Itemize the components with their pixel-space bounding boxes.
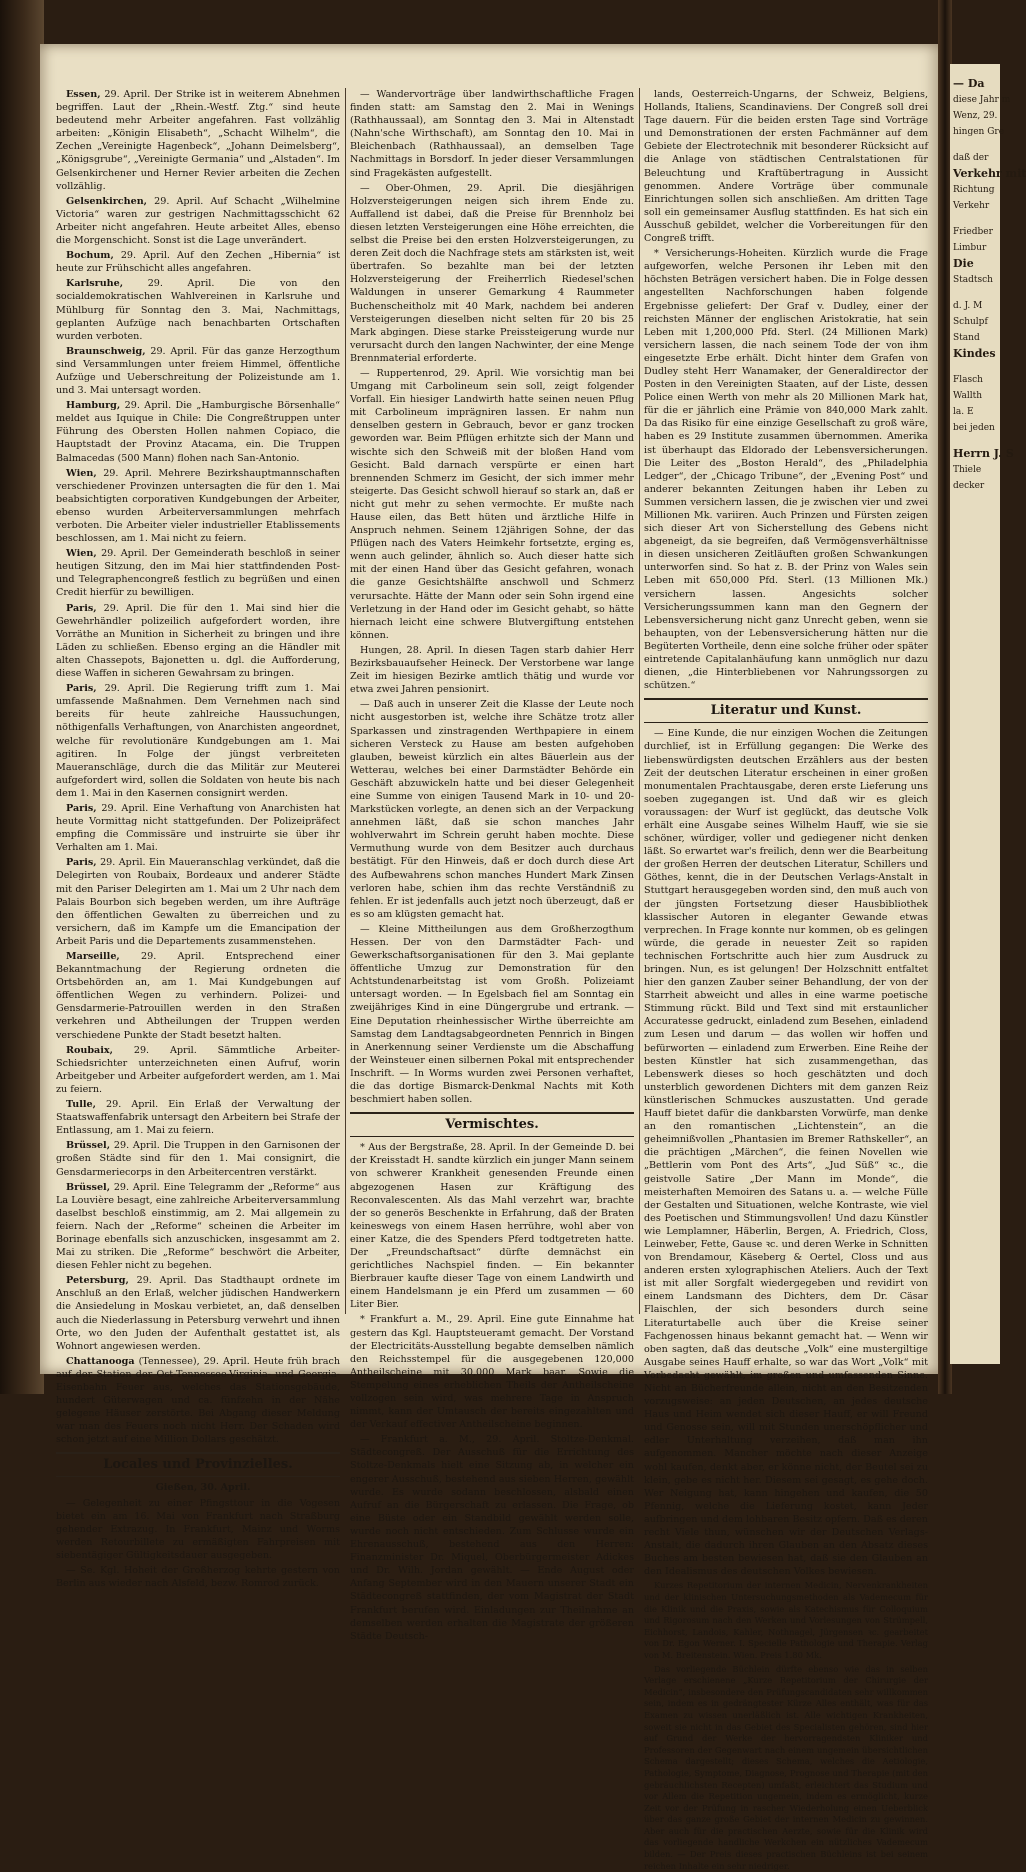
dateline-place: Paris, — [66, 602, 97, 614]
section-title-vermischtes: Vermischtes. — [350, 1112, 634, 1137]
column-1 — [56, 88, 340, 1590]
column-3 — [644, 88, 928, 1871]
news-text: 29. April. Der Strike ist in weiterem Abnehmen begriffen. Laut der „Rhein.-Westf. Ztg.“ sind heute bedeutend mehr Arbeiter angefahren. Fast vollzählig arbeiten: „Königin Elisabeth“, „Schacht Wilhelm“, die Zechen „Vereinigte Hagenbeck“, „Johann Deimelsberg“, „Königsgrube“, „Vereinigte Germania“ und „Alstaden“. Im Gelsenkirchener und Herner Revier arbeiten die Zechen vollzählig. — [56, 89, 340, 192]
adjacent-page-fragment: hingen Gre — [953, 127, 1005, 137]
news-item — [56, 467, 340, 546]
dateline-place: Braunschweig, — [66, 345, 146, 357]
article-paragraph: * Versicherungs-Hoheiten. Kürzlich wurde die Frage aufgeworfen, welche Personen ihr Leben mit den höchsten Beträgen versichert haben. Die in Folge dessen angestellten Nachforschungen haben folgende Ergebnisse geliefert: Der Graf v. Dudley, einer der reichsten Männer der englischen Aristokratie, hat sein Leben mit 1,200,000 Pfd. Sterl. (24 Millionen Mark) versichern lassen, die nach seinem Tode der von ihm eingesetzte Erbe erhält. Dicht hinter dem Grafen von Dudley steht Herr Wanamaker, der Generaldirector der Posten in den Vereinigten Staaten, auf der Liste, dessen Police einen Werth von mehr als 20 Millionen Mark hat, für die er jährlich eine Prämie von 840,000 Mark zahlt. Da das Risiko für eine einzige Gesellschaft zu groß wäre, haben es 29 Institute zusammen übernommen. Amerika ist überhaupt das Eldorado der Lebensversicherungen. Die Leiter des „Boston Herald“, des „Philadelphia Ledger“, der „Chicago Tribune“, der „Evening Post“ und anderer bekannten Zeitungen haben ihr Leben zu Summen versichern lassen, die je zwischen vier und zwei Millionen Mk. variiren. Auch Prinzen und Fürsten zeigen sich dieser Art von Sicherstellung des Gebens nicht abgeneigt, da sie begreifen, daß Vermögensverhältnisse in diesen unsicheren Zeitläuften großen Schwankungen unterworfen sind. So hat z. B. der Prinz von Wales sein Leben mit 650,000 Pfd. Sterl. (13 Millionen Mk.) versichern lassen. Angesichts solcher Versicherungssummen kann man den Gegnern der Lebensversicherung nicht ganz Unrecht geben, wenn sie behaupten, von der Lebensversicherung hätten nur die Begüterten Vortheile, denn eine solche früher oder später eintretende Capitalanhäufung kann unmöglich nur dazu dienen, „die Hinterbliebenen vor Nahrungssorgen zu schützen.“ — [644, 248, 928, 692]
adjacent-page-fragment: Kindes — [953, 347, 996, 360]
news-item — [56, 1274, 340, 1353]
article-paragraph: — Daß auch in unserer Zeit die Klasse der Leute noch nicht ausgestorben ist, welche ihre Schätze trotz aller Sparkassen und zinstragenden Werthpapiere in einem sicheren Versteck zu Hause am besten aufgehoben glauben, beweist kürzlich ein altes Bäuerlein aus der Wetterau, welches bei einer Darmstädter Behörde ein Geschäft abzuwickeln hatte und bei dieser Gelegenheit eine Summe von einigen Tausend Mark in 10- und 20-Markstücken vorlegte, an denen sich an der Verpackung annehmen läßt, daß sie schon manches Jahr wohlverwahrt im Schrein geruht haben mochte. Diese Vermuthung wurde von dem Besitzer auch durchaus bestätigt. Für den Hinweis, daß er doch durch diese Art des Aufbewahrens schon manches Hundert Mark Zinsen verloren habe, schien ihm das rechte Verständniß zu fehlen. Er ist jedenfalls auch jetzt noch überzeugt, daß er es so am klügsten gemacht hat. — [350, 699, 634, 920]
news-text: 29. April. Eine Verhaftung von Anarchisten hat heute Vormittag nicht stattgefunden. Der Polizeipräfect empfing die Commissäre und instruirte sie über ihr Verhalten am 1. Mai. — [56, 802, 340, 854]
column-rule-1 — [345, 88, 346, 1314]
dateline-place: Wien, — [66, 467, 97, 479]
article-paragraph: * Aus der Bergstraße, 28. April. In der Gemeinde D. bei der Kreisstadt H. sandte kürzlich ein junger Mann seinem von schwerer Krankheit genesenden Freunde einen abgezogenen Hasen zur Kräftigung des Reconvalescenten. Als das Mahl verzehrt war, brachte der so generös Beschenkte in Erfahrung, daß der Braten keineswegs von einem Hasen herrühre, wohl aber von einer Katze, die des Spenders Pferd todtgetreten hatte. Der „Freundschaftsact“ dürfte demnächst ein gerichtliches Nachspiel finden. — Ein bekannter Bierbrauer kaufte dieser Tage von einem Landwirth und einem Handelsmann je ein Pferd um zusammen — 60 Liter Bier. — [350, 1142, 634, 1311]
news-item — [56, 682, 340, 800]
dateline-place: Brüssel, — [66, 1140, 111, 1152]
article-paragraph: Kurzes Repetitorium der internen Medicin, Nervenkrankheiten und der klinischen Untersuchungsmethoden als Vademecum für die Klinik und die Praxis, sowie als Katechismus für Colloquium und Rigorosum nach den Werken und Vorlesungen von Strümpell, Eichhorst, Landois, Kahler, Nothnagel, Jürgensen ꝛc. gearbeitet von Dr. Egon Werner. I. Specielle Pathologie und Therapie. Verlag von M. Breitenstein. Wien. Preis 1.80 Mk. — [644, 1580, 928, 1660]
article-paragraph: Hungen, 28. April. In diesen Tagen starb dahier Herr Bezirksbauaufseher Heineck. Der Verstorbene war lange Zeit im hiesigen Bezirke amtlich thätig und wurde vor etwa zwei Jahren pensionirt. — [350, 644, 634, 696]
news-text: 29. April. Die Truppen in den Garnisonen der großen Städte sind für den 1. Mai consignirt, die Gensdarmeriecorps in den Arbeitercentren verstärkt. — [56, 1140, 340, 1178]
news-item — [56, 88, 340, 193]
dateline-place: Brüssel, — [66, 1181, 111, 1193]
adjacent-page-fragment: Herrn J. S — [953, 447, 1014, 460]
news-item — [56, 249, 340, 275]
adjacent-page-fragment: Limbur — [953, 243, 987, 253]
article-paragraph: — Wandervorträge über landwirthschaftliche Fragen finden statt: am Samstag den 2. Mai in Wenings (Rathhaussaal), am Sonntag den 3. Mai in Altenstadt (Nahn'sche Wirthschaft), am Sonntag den 10. Mai in Bleichenbach (Rathhaussaal), an demselben Tage Nachmittags in Borsdorf. In jeder dieser Versammlungen sind Fragekästen aufgestellt. — [350, 89, 634, 179]
dateline-place: Hamburg, — [66, 400, 121, 412]
news-text: (Tennessee), 29. April. Heute früh brach auf der Station der Ost-Tennessee-Virginia- und Georgia-Eisenbahn Feuer aus, welches das Stationsgebäude, hundert Güterwagen und ca. fünfzehn in der Nähe gelegene Häuser zerstörte. Bei Abgang dieser Meldung war man des Feuers noch nicht Herr. Der Schaden wird schon jetzt auf eine Million Dollars geschätzt. — [56, 1355, 340, 1446]
news-item — [56, 1098, 340, 1137]
dateline-place: Karlsruhe, — [66, 278, 124, 290]
dateline-place: Wien, — [66, 548, 97, 560]
news-item — [56, 602, 340, 681]
news-text: 29. April. Für das ganze Herzogthum sind Versammlungen unter freiem Himmel, öffentliche Aufzüge und Ueberschreitung der Polizeistunde am 1. und 3. Mai untersagt worden. — [56, 345, 340, 397]
news-text: 29. April. Eine Telegramm der „Reforme“ aus La Louvière besagt, eine zahlreiche Arbeiterversammlung daselbst beschloß einstimmig, am 2. Mai allgemein zu feiern. Nach der „Reforme“ scheinen die Arbeiter im Borinage ebenfalls sich anzuschicken, insgesammt am 2. Mai zu striken. Die „Reforme“ beschwört die Arbeiter, diesen Fehler nicht zu begehen. — [56, 1181, 340, 1272]
news-item — [56, 1181, 340, 1273]
dateline-place: Marseille, — [66, 951, 120, 962]
news-item — [56, 277, 340, 342]
dateline-place: Paris, — [66, 802, 97, 814]
adjacent-page-fragment: Wenz, 29. — [953, 111, 998, 121]
news-text: 29. April. Mehrere Bezirkshauptmannschaften verschiedener Provinzen untersagten die für den 1. Mai beabsichtigten corporativen Kundgebungen der Arbeiter, ebenso wurden Arbeiterversammlungen mehrfach verboten. Die Arbeiter vieler industrieller Etablissements beschlossen, am 1. Mai nicht zu feiern. — [56, 467, 340, 545]
column-2 — [350, 88, 634, 1642]
news-item — [56, 399, 340, 464]
news-text: 29. April. Die für den 1. Mai sind hier die Gewehrhändler polizeilich aufgefordert worden, ihre Vorräthe an Munition in Sicherheit zu bringen und ihre Läden zu schließen. Ebenso erging an die Händler mit alten Chassepots, Bajonetten u. dgl. die Aufforderung, diese Waffen in sicheren Gewahrsam zu bringen. — [56, 602, 340, 680]
dateline-place: Bochum, — [66, 250, 114, 262]
article-paragraph: lands, Oesterreich-Ungarns, der Schweiz, Belgiens, Hollands, Italiens, Scandinaviens. Der Congreß soll drei Tage dauern. Für die beiden ersten Tage sind Vorträge und Demonstrationen der ersten Fachmänner auf dem Gebiete der Electrotechnik mit besonderer Rücksicht auf die Anlage von städtischen Centralstationen für Beleuchtung und Kraftübertragung in Aussicht genommen. Andere Vorträge über communale Einrichtungen sollen sich anschließen. Am dritten Tage soll ein gemeinsamer Ausflug stattfinden. Es hat sich ein Ausschuß gebildet, welcher die Vorbereitungen für den Congreß trifft. — [644, 89, 928, 245]
article-paragraph: — Frankfurt a. M., 29. April. Stoltze-Denkmal. Städtecongreß. Der Ausschuß für die Errichtung des Stoltze-Denkmals hielt eine Sitzung ab, in welcher ein engerer Ausschuß, bestehend aus sieben Herren, gewählt wurde. Es wurde sodann beschlossen, alsbald einen Aufruf an die Bürgerschaft zu erlassen. Die Frage, ob eine Büste oder ein Standbild gewählt werden solle, wurde noch nicht entschieden. Zum Schlusse wurde ein Ehrenausschuß, bestehend aus den Herren: Finanzminister Dr. Miquel, Oberbürgermeister Adickes und Dr. Wilh. Jordan gewählt. — Ende August oder Anfang September wird in den Mauern unserer Stadt ein Städtecongreß stattfinden, der vom Magistrat der Stadt Frankfurt berufen wird. Einladungen zur Theilnahme an demselben werden erhalten die Magistrate der größeren Städte Deutsch- — [350, 1434, 634, 1642]
news-item — [56, 1044, 340, 1096]
dateline-place: Paris, — [66, 683, 97, 695]
adjacent-page-fragment: la. E — [953, 407, 974, 417]
adjacent-page-fragment: Richtung — [953, 185, 995, 195]
adjacent-page-fragment: — Da — [953, 77, 985, 90]
adjacent-page-edge — [950, 64, 1026, 1364]
news-text: 29. April. Die von den socialdemokratischen Wahlvereinen in Karlsruhe und Mühlburg für Sonntag den 3. Mai, Nachmittags, geplanten Aufzüge nach benachbarten Ortschaften wurden verboten. — [56, 278, 340, 342]
news-item — [56, 1355, 340, 1447]
adjacent-page-fragment: diese Jahr m — [953, 95, 1011, 105]
adjacent-page-fragment: Verkehr mit — [953, 167, 1026, 180]
news-text: 29. April. Auf den Zechen „Hibernia“ ist heute zur Frühschicht alles angefahren. — [56, 250, 340, 275]
article-paragraph: — Gelegenheit zu einer Pfingsttour in die Vogesen bietet ein am 16. Mai von Frankfurt nach Straßburg gehender Extrazug. In Frankfurt, Mainz und Worms werden Retourbillete zu ermäßigten Fahrpreisen mit siebentägiger Gültigkeitsdauer ausgegeben. — [56, 1497, 340, 1561]
news-text: 29. April. Das Stadthaupt ordnete im Anschluß an den Erlaß, welcher jüdischen Handwerkern die Ansiedelung in Moskau verbietet, an, daß denselben auch die Niederlassung in Petersburg verwehrt und ihnen Orte, wo den Juden der Aufenthalt gestattet ist, als Wohnort angewiesen werden. — [56, 1275, 340, 1352]
adjacent-page-fragment: Verkehr — [953, 201, 990, 211]
news-text: 29. April. Entsprechend einer Bekanntmachung der Regierung ordneten die Ortsbehörden an, am 1. Mai Kundgebungen auf öffentlichen Wegen zu verhindern. Polizei- und Gensdarmerie-Patrouillen werden in den Straßen verkehren und Abtheilungen der Truppen werden verschiedene Punkte der Stadt besetzt halten. — [56, 951, 340, 1041]
adjacent-page-fragment: Stand — [953, 333, 980, 343]
adjacent-page-fragment: Flasch — [953, 375, 983, 385]
local-dateline: Gießen, 30. April. — [155, 1482, 251, 1494]
news-text: 29. April. Die Regierung trifft zum 1. Mai umfassende Maßnahmen. Dem Vernehmen nach sind bereits für heute zahlreiche Haussuchungen, nöthigenfalls Verhaftungen, von Anarchisten angeordnet, welche für revolutionäre Kundgebungen am 1. Mai agitiren. In Folge der jüngst verbreiteten Maueranschläge, durch die das Militär zur Meuterei aufgefordert wird, sollen die Soldaten von heute bis nach dem 1. Mai in den Kasernen consignirt werden. — [56, 683, 340, 799]
news-text: 29. April. Ein Erlaß der Verwaltung der Staatswaffenfabrik untersagt den Arbeitern bei Strafe der Entlassung, am 1. Mai zu feiern. — [56, 1099, 340, 1137]
news-item — [56, 802, 340, 854]
news-text: 29. April. Der Gemeinderath beschloß in seiner heutigen Sitzung, den im Mai hier stattfindenden Post- und Telegraphencongreß festlich zu begrüßen und einen Credit hierfür zu bewilligen. — [56, 548, 340, 599]
news-text: 29. April. Sämmtliche Arbeiter-Schiedsrichter unterzeichneten einen Aufruf, worin Arbeitgeber und Arbeiter aufgefordert werden, am 1. Mai zu feiern. — [56, 1044, 340, 1095]
article-paragraph: — Kleine Mittheilungen aus dem Großherzogthum Hessen. Der von den Darmstädter Fach- und Gewerkschaftsorganisationen für den 3. Mai geplante öffentliche Umzug zur Demonstration für den Achtstundenarbeitstag ist vom Großh. Polizeiamt untersagt worden. — In Egelsbach fiel am Sonntag ein zweijähriges Kind in eine Düngergrube und ertrank. — Eine Deputation rheinhessischer Wirthe überreichte am Samstag dem Landtagsabgeordneten Pennrich in Bingen in Anerkennung seiner Verdienste um die Abschaffung der Weinsteuer einen silbernen Pokal mit entsprechender Inschrift. — In Worms wurden zwei Personen verhaftet, die das dortige Bismarck-Denkmal Nachts mit Koth beschmiert haben sollen. — [350, 923, 634, 1106]
adjacent-page-fragment: d. J. M — [953, 301, 983, 311]
news-item — [56, 950, 340, 1042]
section-title-locales: Locales und Provinzielles. — [56, 1452, 340, 1477]
article-paragraph: — Eine Kunde, die nur einzigen Wochen die Zeitungen durchlief, ist in Erfüllung gegangen: Die Werke des liebenswürdigsten deutschen Erzählers aus der besten Zeit der deutschen Literatur erscheinen in einer großen monumentalen Prachtausgabe, deren erste Lieferung uns soeben zugegangen ist. Und daß wir es gleich voraussagen: der Wurf ist geglückt, das deutsche Volk erhält eine Ausgabe seines Wilhelm Hauff, wie sie sie schöner, würdiger, voller und gediegener nicht denken läßt. So erwartet war's freilich, denn wer die Bearbeitung der großen Herren der deutschen Literatur, Schillers und Göthes, kennt, die in der Deutschen Verlags-Anstalt in Stuttgart herausgegeben worden sind, den muß auch von der jüngsten Fortsetzung dieser Hausbibliothek klassischer Autoren in eleganter Gewande etwas verprechen. In Frage konnte nur kommen, ob es gelingen würde, die gerade in neuester Zeit so rapiden technischen Fortschritte auch hier zum Ausdruck zu bringen. Nun, es ist gelungen! Der Holzschnitt entfaltet hier den ganzen Zauber seiner Behandlung, der von der Starrheit abweicht und alles in eine warme poetische Stimmung rückt. Bild und Text sind mit erstaunlicher Accuratesse gedruckt, einladend zum Besehen, einladend zum Lesen und darum — das wollen wir hoffen und befürworten — einladend zum Erwerben. Eine Reihe der besten Künstler hat sich zusammengethan, das Lebenswerk dieses so hoch geschätzten und doch unsterblich gewordenen Dichters mit dem ganzen Reiz künstlerischen Schmuckes auszustatten. Und gerade Hauff bietet dafür die dankbarsten Vorwürfe, man denke an den romantischen „Lichtenstein“, an die geheimnißvollen „Phantasien im Bremer Rathskeller“, an die prächtigen „Märchen“, die feinen Novellen wie „Bettlerin vom Pont des Arts“, „Jud Süß“ ꝛc., die geistvolle Satire „Der Mann im Monde“, die meisterhaften Memoiren des Satans u. a. — welche Fülle der Gestalten und Situationen, welche Kontraste, wie viel des Poetischen und Stimmungsvollen! Und dazu Künstler wie Lemplamner, Häberlin, Bergen, A. Friedrich, Closs, Leinweber, Fette, Gause ꝛc. und deren Werke in Schnitten von Brendamour, Käseberg & Oertel, Closs und aus anderen ersten xylographischen Ateliers. Auch der Text ist mit aller Sorgfalt wiedergegeben und revidirt von einem Landsmann des Dichters, dem Dr. Cäsar Flaischlen, der sich besonders durch seine Literaturtabelle auch über die Kreise seiner Fachgenossen hinaus bekannt gemacht hat. — Wenn wir oben sagten, daß das deutsche „Volk“ eine mustergiltige Ausgabe seines Hauff erhalte, so war das Wort „Volk“ mit Vorbedacht gewählt, im großen und umfassenden Sinne. Nicht an Bücherfreunde allein, nicht an den Besitzenden vorzugsweise: an jeden Deutschen, an jedes deutsche Haus und Heim wendet sich dieser Hauff, er will Freund und Genosse sein, will mit Stunden unerschöpflicher und edler Unterhaltung verzeihen, daß man ihn aufgenommen. Mancher möchte nach dieser Anzeige wohl kaufen, denkt aber, er könne nicht, der Beutel sei zu klein, gebe es nicht her. Diesem sei gesagt, es gehe doch. Wer Neigung hat, kann hingehen und kaufen, die 50 Pfennig, welche die Lieferung kostet, kann Jeder aufbringen und dem lohbaren Besitz opfern. Daß es deren recht Viele thun, wünschen wir der Deutschen Verlags-Anstalt, die dadurch ihren Glauben an den Absatz dieses Buches am besten bewiesen hat, daß sie den Glauben an den Idealismus des deutschen Volkes bewiesen. — [644, 728, 928, 1578]
news-text: 29. April. Die „Hamburgische Börsenhalle“ meldet aus Iquique in Chile: Die Congreßtruppen unter Führung des Obersten Hollen nahmen Copiaco, die Hauptstadt der Provinz Atacama, ein. Die Truppen Balmacedas (500 Mann) flohen nach San-Antonio. — [56, 400, 340, 464]
article-paragraph: * Frankfurt a. M., 29. April. Eine gute Einnahme hat gestern das Kgl. Hauptsteueramt gemacht. Der Vorstand der Electricitäts-Ausstellung begabte demselben nämlich den Reichsstempel für die ausgegebenen 120,000 Antheilscheine mit 30,000 Mark baar. Sowie die Stempelung eines erheblichen Theils der Antheilscheine vollzogen sein wird, was mehrere Tage in Anspruch nimmt, kann der Umtausch der bereits eingezahlten und der Verkauf effectiver Antheilscheine beginnen. — [350, 1314, 634, 1431]
news-item — [56, 345, 340, 397]
article-paragraph: Das vorliegende Büchlein dürfte ebenso wie das in selben Verlage erschienene „Kurze Repetitorium der Chirurgie der Medicin“, insbesondere den Prüfungscandidaten sehr willkommen sein, indem es in gedrängtester Kürze Alles enthält, was für das Examen zu wissen unerläßlich ist. Alle wichtigen Krankheiten, soweit sie nicht in das Gebiet des Specialisten gehören, sind hier auf Grund der Werke der hervorragendsten Kliniker und Professoren der Gegenwart nach einem ungemein übersichtlichen Schema dargestellt; dieses Schema, welches die Aetiologie, Pathologie, Symptome, Diagnose, Prognose und Therapie (mit den gebräuchlichsten Recepten) umfaßt, erleichtert das Studium und vor Allem die Repetition ungemein, indem es ermöglicht, kurze Zeit vor der Prüfung in rascher Wiederholung einen Ueberblick über das ganze große Gebiet der internen Medicin zu gewinnen. Aber auch für die practischen Aerzte, sowie für die Klinik wird das vorliegende handliche Werkchen ein nützliches Vademecum bilden. — Der Preis dieses practischen Büchleins ist bei seinem reichen Inhalte ein sehr niedriger. — [644, 1663, 928, 1871]
section-title-literatur: Literatur und Kunst. — [644, 698, 928, 723]
article-paragraph: — Se. Kgl. Hoheit der Großherzog kehrte gestern von Berlin aus wieder nach Alsfeld, bezw. Romrod zurück. — [56, 1565, 340, 1590]
dateline-place: Paris, — [66, 857, 97, 869]
adjacent-page-fragment: Friedber — [953, 227, 993, 237]
news-item — [56, 1139, 340, 1178]
adjacent-page-fragment: daß der — [953, 153, 989, 163]
article-paragraph: — Ruppertenrod, 29. April. Wie vorsichtig man bei Umgang mit Carbolineum sein soll, zeigt folgender Vorfall. Ein hiesiger Landwirth hatte seinen neuen Pflug mit Carbolineum imprägniren lassen. Er nahm nun denselben gestern in Gebrauch, bevor er ganz trocken geworden war. Beim Pflügen erhitzte sich der Mann und wischte sich den Schweiß mit der bloßen Hand vom Gesicht. Bald darnach verspürte er einen hart brennenden Schmerz im Gesicht, der sich immer mehr steigerte. Das Gesicht schwoll hierauf so stark an, daß er nicht gut mehr zu sehen vermochte. Er mußte nach Hause eilen, das Bett hüten und ärztliche Hilfe in Anspruch nehmen. Seinem 12jährigen Sohne, der das Pflügen nach des Vaters Heimkehr fortsetzte, erging es, wenn auch gelinder, ähnlich so. Auch dieser hatte sich mit der einen Hand über das Gesicht gefahren, wonach die ganze Gesichtshälfte anschwoll und Schmerz verursachte. Hätte der Mann oder sein Sohn irgend eine Verletzung in der Hand oder im Gesicht gehabt, so hätte hiernach leicht eine schwere Blutvergiftung entstehen können. — [350, 367, 634, 641]
dateline-place: Petersburg, — [66, 1275, 129, 1287]
adjacent-page-fragment: bei jeden — [953, 423, 995, 433]
dateline-place: Essen, — [66, 89, 101, 100]
article-paragraph: — Ober-Ohmen, 29. April. Die diesjährigen Holzversteigerungen neigen sich ihrem Ende zu. Auffallend ist dabei, daß die Preise für Brennholz bei diesen letzten Versteigerungen eine Höhe erreichten, die selbst die Preise bei den ersten Holzversteigerungen, zu deren Zeit doch die Nachfrage stets am stärksten ist, weit übertrafen. So bezahlte man bei der letzten Holzversteigerung der Freiherrlich Riedesel'schen Waldungen in unserer Gemarkung 4 Raummeter Buchenscheitholz mit 40 Mark, nachdem bei anderen Versteigerungen dieselben nicht selten für 20 bis 25 Mark abgingen. Diese starke Preissteigerung wurde nur verursacht durch den langen Nachwinter, der eine Menge Brennmaterial erforderte. — [350, 182, 634, 364]
book-gutter-left — [0, 0, 44, 1394]
dateline-place: Tulle, — [66, 1099, 96, 1111]
news-item — [56, 195, 340, 247]
news-text: 29. April. Ein Maueranschlag verkündet, daß die Delegirten von Roubaix, Bordeaux und anderer Städte mit den Pariser Delegirten am 1. Mai um 2 Uhr nach dem Palais Bourbon sich begeben werden, um ihre Aufträge den öffentlichen Gewalten zu überreichen und zu versichern, daß im Kampfe um die Emancipation der Arbeit Paris und die Departements zusammenstehen. — [56, 857, 340, 947]
adjacent-page-fragment: decker — [953, 481, 985, 491]
news-text: 29. April. Auf Schacht „Wilhelmine Victoria“ waren zur gestrigen Nachmittagsschicht 62 Arbeiter nicht angefahren. Heute arbeitet Alles, ebenso die Morgenschicht. Sonst ist die Lage unverändert. — [56, 195, 340, 247]
adjacent-page-fragment: Stadtsch — [953, 275, 993, 285]
news-item — [56, 856, 340, 948]
adjacent-page-fragment: Schulpf — [953, 317, 988, 327]
adjacent-page-fragment: Thiele — [953, 465, 982, 475]
adjacent-page-fragment: Die — [953, 257, 974, 270]
dateline-place: Chattanooga — [66, 1355, 135, 1367]
column-rule-2 — [639, 88, 640, 1314]
dateline-place: Roubaix, — [66, 1044, 113, 1056]
adjacent-page-fragment: Wallth — [953, 391, 983, 401]
dateline-place: Gelsenkirchen, — [66, 195, 148, 207]
news-item — [56, 547, 340, 599]
